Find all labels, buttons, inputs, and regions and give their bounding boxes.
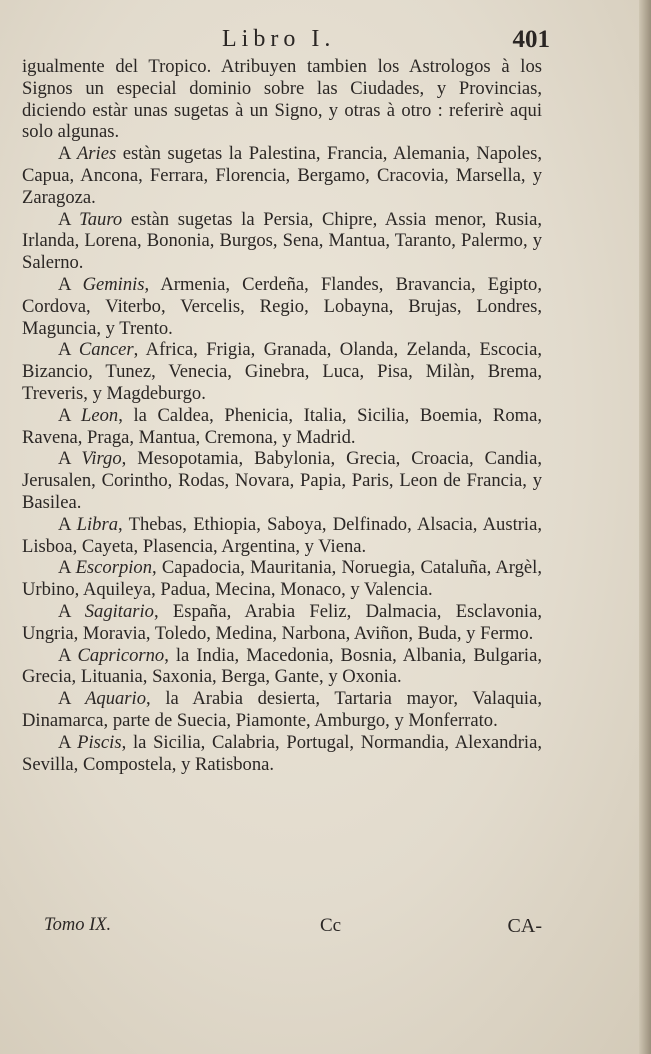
paragraph: [22, 448, 542, 513]
paragraph: [22, 274, 542, 339]
text-run: , la Caldea, Phenicia, Italia, Sicilia, Boemia, Roma, Ravena, Praga, Mantua, Cremona, y Madrid.: [22, 404, 542, 448]
zodiac-sign-name: Capricorno: [77, 644, 165, 666]
zodiac-sign-name: Virgo: [81, 448, 122, 470]
paragraph: [22, 514, 542, 558]
signature-mark: Cc: [320, 915, 342, 936]
paragraph: [22, 601, 542, 645]
text-run: A: [58, 339, 79, 361]
text-run: , España, Arabia Feliz, Dalmacia, Esclavonia, Ungria, Moravia, Toledo, Medina, Narbona, Aviñon, Buda, y Fermo.: [22, 600, 542, 644]
text-run: A: [58, 273, 83, 295]
zodiac-sign-name: Tauro: [79, 208, 123, 230]
zodiac-sign-name: Aquario: [85, 688, 147, 710]
paragraph: [22, 209, 542, 274]
zodiac-sign-name: Escorpion: [75, 557, 153, 579]
zodiac-sign-name: Piscis: [77, 731, 122, 753]
zodiac-sign-name: Geminis: [82, 273, 145, 295]
page-footer: [22, 915, 542, 945]
page-header: [22, 26, 550, 56]
paragraph: [22, 557, 542, 601]
paragraph: [22, 688, 542, 732]
text-run: A: [58, 404, 82, 426]
text-run: A: [58, 513, 77, 535]
text-run: A: [58, 557, 76, 579]
zodiac-sign-name: Cancer: [78, 339, 134, 361]
text-run: , Armenia, Cerdeña, Flandes, Bravancia, Egipto, Cordova, Viterbo, Vercelis, Regio, Lobayna, Brujas, Londres, Maguncia, y Trento.: [22, 273, 542, 339]
paragraph: [22, 732, 542, 776]
volume-label: Tomo IX.: [44, 915, 112, 935]
paragraph: [22, 143, 542, 208]
text-run: A: [58, 448, 82, 470]
paragraph: [22, 645, 542, 689]
paragraph: [22, 339, 542, 404]
text-run: , la Sicilia, Calabria, Portugal, Normandia, Alexandria, Sevilla, Compostela, y Ratisbona.: [22, 731, 542, 775]
text-run: A: [58, 688, 86, 710]
zodiac-sign-name: Leon: [81, 404, 119, 426]
paragraph: [22, 56, 542, 143]
text-run: A: [58, 644, 78, 666]
zodiac-sign-name: Aries: [76, 143, 117, 165]
text-run: A: [58, 208, 80, 230]
text-run: , Mesopotamia, Babylonia, Grecia, Croacia, Candia, Jerusalen, Corintho, Rodas, Novara, Papia, Paris, Leon de Francia, y Basilea.: [22, 448, 542, 513]
text-run: estàn sugetas la Palestina, Francia, Alemania, Napoles, Capua, Ancona, Ferrara, Florencia, Bergamo, Cracovia, Marsella, y Zaragoza.: [22, 143, 542, 208]
page-edge-shadow: [639, 0, 651, 1054]
text-run: , Africa, Frigia, Granada, Olanda, Zelanda, Escocia, Bizancio, Tunez, Venecia, Ginebra, Luca, Pisa, Milàn, Brema, Treveris, y Magdeburgo.: [22, 339, 542, 404]
page-number: 401: [512, 26, 550, 53]
catchword: CA-: [507, 915, 542, 937]
text-run: , Capadocia, Mauritania, Noruegia, Cataluña, Argèl, Urbino, Aquileya, Padua, Mecina, Monaco, y Valencia.: [22, 557, 542, 601]
paragraph: [22, 405, 542, 449]
zodiac-sign-name: Sagitario: [84, 600, 154, 622]
running-head: Libro I.: [222, 26, 336, 52]
text-run: , Thebas, Ethiopia, Saboya, Delfinado, Alsacia, Austria, Lisboa, Cayeta, Plasencia, Argentina, y Viena.: [22, 513, 542, 557]
body-text: [22, 56, 542, 775]
text-run: A: [58, 731, 78, 753]
text-run: A: [58, 143, 77, 165]
text-run: igualmente del Tropico. Atribuyen tambien los Astrologos à los Signos un especial dominio sobre las Ciudades, y Provincias, diciendo estàr unas sugetas à un Signo, y otras à otro : referirè aqui solo algunas.: [22, 56, 542, 143]
zodiac-sign-name: Libra: [76, 513, 119, 535]
text-run: estàn sugetas la Persia, Chipre, Assia menor, Rusia, Irlanda, Lorena, Bononia, Burgos, Sena, Mantua, Taranto, Palermo, y Salerno.: [22, 208, 542, 274]
text-run: , la Arabia desierta, Tartaria mayor, Valaquia, Dinamarca, parte de Suecia, Piamonte, Amburgo, y Monferrato.: [22, 688, 542, 731]
text-run: A: [58, 600, 85, 622]
text-run: , la India, Macedonia, Bosnia, Albania, Bulgaria, Grecia, Lituania, Saxonia, Berga, Gante, y Oxonia.: [22, 644, 542, 688]
